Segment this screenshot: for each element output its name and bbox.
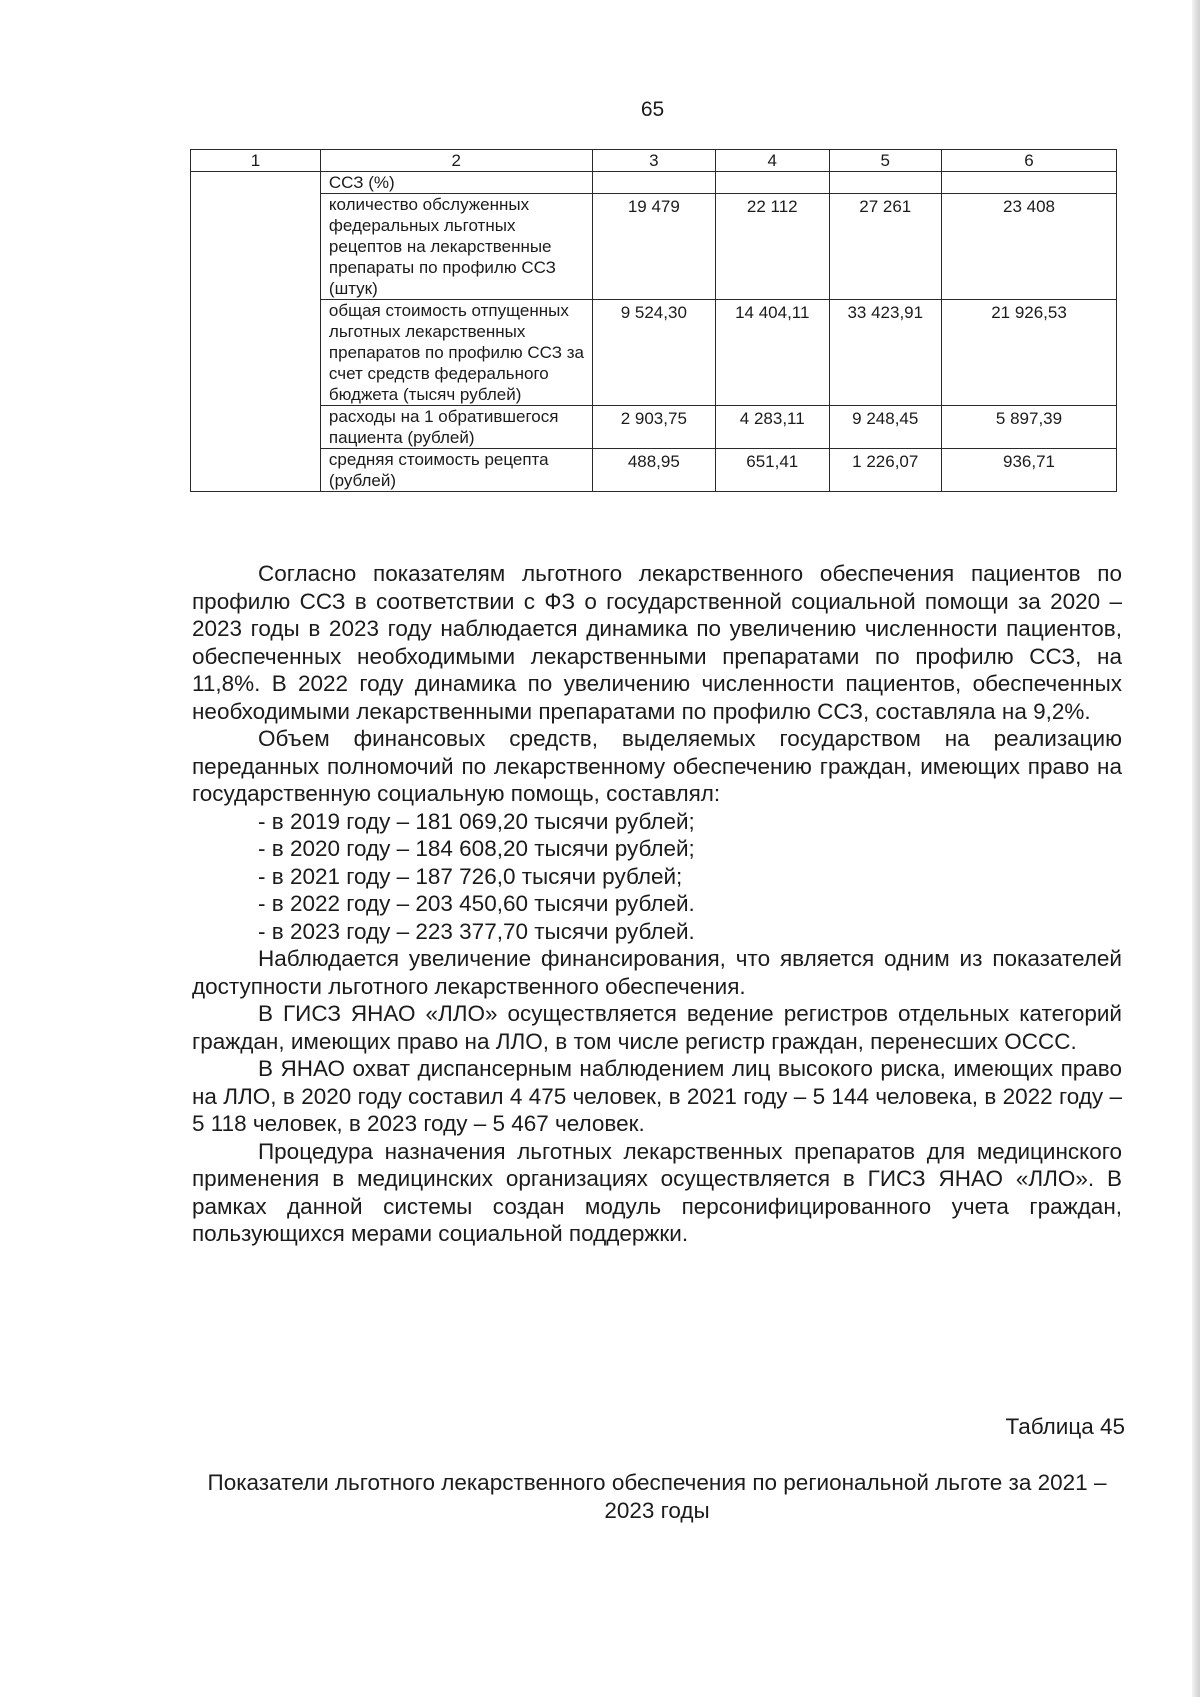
header-cell-1: 1 — [191, 150, 321, 172]
table-number-caption: Таблица 45 — [1005, 1414, 1125, 1439]
row-group-cell — [191, 172, 321, 492]
value-cell-6 — [942, 172, 1117, 194]
row-label: количество обслуженных федеральных льготных рецептов на лекарственные препараты по профилю ССЗ (штук) — [320, 194, 592, 300]
paragraph: Объем финансовых средств, выделяемых государством на реализацию переданных полномочий по лекарственному обеспечению граждан, имеющих право на государственную социальную помощь, составлял: — [192, 726, 1122, 806]
row-label: ССЗ (%) — [320, 172, 592, 194]
header-cell-6: 6 — [942, 150, 1117, 172]
list-item: - в 2023 году – 223 377,70 тысячи рублей. — [258, 918, 695, 944]
value-cell-6: 936,71 — [942, 449, 1117, 492]
value-cell-5: 33 423,91 — [829, 300, 942, 406]
table-row — [191, 194, 1117, 300]
value-cell-4: 4 283,11 — [716, 406, 830, 449]
table-row — [191, 449, 1117, 492]
value-cell-4: 14 404,11 — [716, 300, 830, 406]
list-item: - в 2019 году – 181 069,20 тысячи рублей; — [258, 808, 695, 834]
value-cell-3: 19 479 — [592, 194, 715, 300]
paragraph: Процедура назначения льготных лекарственных препаратов для медицинского применения в медицинских организациях осуществляется в ГИСЗ ЯНАО «ЛЛО». В рамках данной системы создан модуль персонифицированного учета граждан, пользующихся мерами социальной поддержки. — [192, 1138, 1122, 1246]
page-edge-shadow — [1192, 0, 1200, 1697]
value-cell-3 — [592, 172, 715, 194]
value-cell-6: 21 926,53 — [942, 300, 1117, 406]
list-item: - в 2021 году – 187 726,0 тысячи рублей; — [258, 863, 683, 889]
body-text — [192, 560, 1122, 1248]
table-row — [191, 300, 1117, 406]
list-item: - в 2022 году – 203 450,60 тысячи рублей. — [258, 891, 695, 916]
value-cell-6: 23 408 — [942, 194, 1117, 300]
header-cell-2: 2 — [320, 150, 592, 172]
table-header-row — [191, 150, 1117, 172]
table-row — [191, 172, 1117, 194]
paragraph: Согласно показателям льготного лекарственного обеспечения пациентов по профилю ССЗ в соответствии с ФЗ о государственной социальной помощи за 2020 – 2023 годы в 2023 году наблюдается динамика по увеличению численности пациентов, обеспеченных необходимыми лекарственными препаратами по профилю ССЗ, на 11,8%. В 2022 году динамика по увеличению численности пациентов, обеспеченных необходимыми лекарственными препаратами по профилю ССЗ, составляла на 9,2%. — [192, 561, 1122, 724]
row-label: средняя стоимость рецепта (рублей) — [320, 449, 592, 492]
data-table — [190, 149, 1117, 492]
value-cell-3: 2 903,75 — [592, 406, 715, 449]
table-title: Показатели льготного лекарственного обеспечения по региональной льготе за 2021 – 2023 годы — [207, 1470, 1107, 1523]
page-number: 65 — [640, 98, 665, 121]
paragraph: В ГИСЗ ЯНАО «ЛЛО» осуществляется ведение регистров отдельных категорий граждан, имеющих право на ЛЛО, в том числе регистр граждан, перенесших ОССС. — [192, 1001, 1122, 1054]
value-cell-5: 9 248,45 — [829, 406, 942, 449]
row-label: расходы на 1 обратившегося пациента (рублей) — [320, 406, 592, 449]
value-cell-4: 651,41 — [716, 449, 830, 492]
value-cell-6: 5 897,39 — [942, 406, 1117, 449]
value-cell-5 — [829, 172, 942, 194]
value-cell-3: 9 524,30 — [592, 300, 715, 406]
paragraph: В ЯНАО охват диспансерным наблюдением лиц высокого риска, имеющих право на ЛЛО, в 2020 году составил 4 475 человек, в 2021 году – 5 144 человека, в 2022 году – 5 118 человек, в 2023 году – 5 467 человек. — [192, 1056, 1122, 1136]
table-row — [191, 406, 1117, 449]
header-cell-5: 5 — [829, 150, 942, 172]
row-label: общая стоимость отпущенных льготных лекарственных препаратов по профилю ССЗ за счет средств федерального бюджета (тысяч рублей) — [320, 300, 592, 406]
value-cell-5: 1 226,07 — [829, 449, 942, 492]
value-cell-3: 488,95 — [592, 449, 715, 492]
value-cell-5: 27 261 — [829, 194, 942, 300]
value-cell-4 — [716, 172, 830, 194]
paragraph: Наблюдается увеличение финансирования, что является одним из показателей доступности льготного лекарственного обеспечения. — [192, 946, 1122, 999]
value-cell-4: 22 112 — [716, 194, 830, 300]
list-item: - в 2020 году – 184 608,20 тысячи рублей; — [258, 836, 695, 861]
header-cell-4: 4 — [716, 150, 830, 172]
header-cell-3: 3 — [592, 150, 715, 172]
